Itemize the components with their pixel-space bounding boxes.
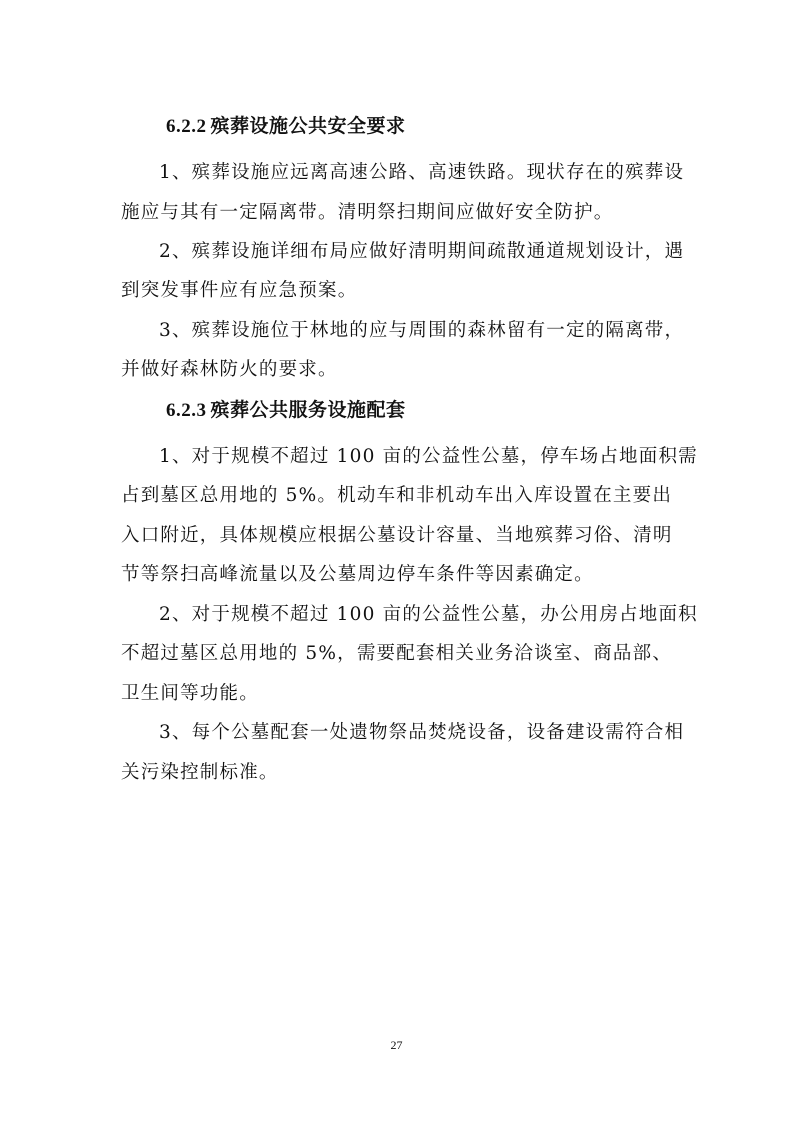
paragraph-line: 2、殡葬设施详细布局应做好清明期间疏散通道规划设计，遇	[159, 241, 685, 262]
paragraph-line: 施应与其有一定隔离带。清明祭扫期间应做好安全防护。	[121, 202, 614, 223]
paragraph-line: 卫生间等功能。	[121, 683, 259, 704]
section-number: 6.2.2	[166, 116, 207, 137]
paragraph-line: 1、对于规模不超过 100 亩的公益性公墓，停车场占地面积需	[159, 446, 698, 467]
paragraph-line: 到突发事件应有应急预案。	[121, 280, 358, 301]
paragraph-line: 节等祭扫高峰流量以及公墓周边停车条件等因素确定。	[121, 564, 594, 585]
paragraph-line: 不超过墓区总用地的 5%，需要配套相关业务洽谈室、商品部、	[121, 643, 673, 664]
paragraph-line: 占到墓区总用地的 5%。机动车和非机动车出入库设置在主要出	[121, 485, 673, 506]
section-title: 殡葬设施公共安全要求	[210, 115, 406, 137]
section-heading-6-2-3	[166, 395, 406, 422]
page-number: 27	[390, 1038, 403, 1052]
paragraph-line: 3、殡葬设施位于林地的应与周围的森林留有一定的隔离带，	[159, 320, 685, 341]
section-number: 6.2.3	[166, 400, 207, 421]
section-title: 殡葬公共服务设施配套	[210, 399, 406, 421]
paragraph-line: 3、每个公墓配套一处遗物祭品焚烧设备，设备建设需符合相	[159, 722, 685, 743]
paragraph-line: 关污染控制标准。	[121, 762, 279, 783]
paragraph-line: 2、对于规模不超过 100 亩的公益性公墓，办公用房占地面积	[159, 604, 698, 625]
paragraph-line: 并做好森林防火的要求。	[121, 359, 338, 380]
paragraph-line: 1、殡葬设施应远离高速公路、高速铁路。现状存在的殡葬设	[159, 162, 685, 183]
section-heading-6-2-2	[166, 111, 406, 138]
paragraph-line: 入口附近，具体规模应根据公墓设计容量、当地殡葬习俗、清明	[121, 525, 673, 546]
